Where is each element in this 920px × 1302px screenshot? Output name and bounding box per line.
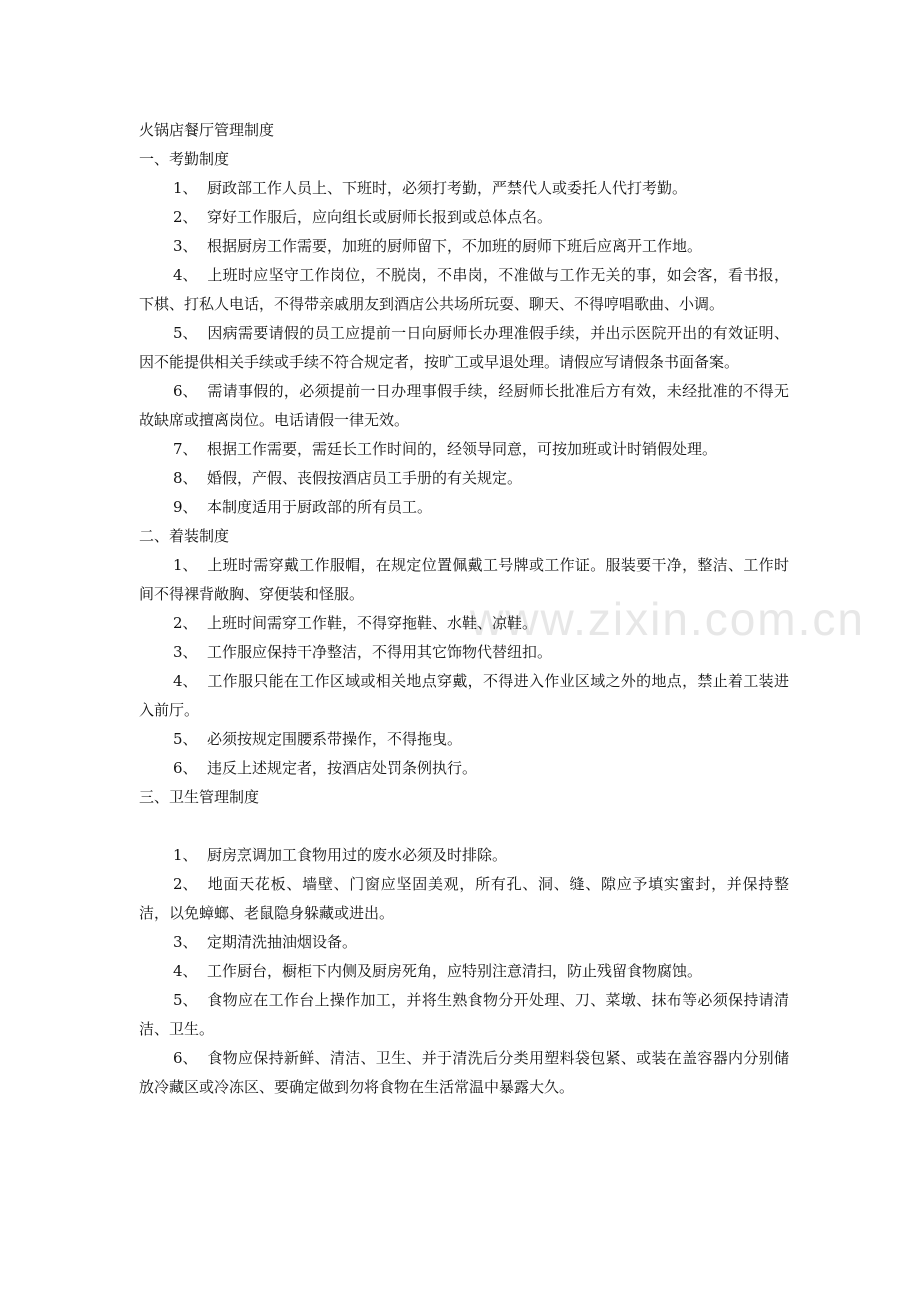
list-item	[139, 957, 789, 986]
list-item	[139, 319, 789, 377]
document-title: 火锅店餐厅管理制度	[139, 121, 275, 139]
item-number: 8、	[173, 469, 198, 487]
document-body	[139, 116, 789, 1102]
list-item	[139, 261, 789, 319]
item-number: 9、	[173, 498, 198, 516]
item-number: 2、	[173, 875, 198, 893]
item-text: 本制度适用于厨政部的所有员工。	[207, 498, 433, 516]
item-number: 3、	[173, 933, 198, 951]
list-item	[139, 464, 789, 493]
item-number: 4、	[173, 962, 198, 980]
item-number: 6、	[173, 382, 198, 400]
item-number: 6、	[173, 759, 198, 777]
item-text: 厨政部工作人员上、下班时，必须打考勤，严禁代人或委托人代打考勤。	[207, 179, 688, 197]
item-text: 必须按规定围腰系带操作，不得拖曳。	[207, 730, 463, 748]
item-text: 工作厨台，橱柜下内侧及厨房死角，应特别注意清扫，防止残留食物腐蚀。	[207, 962, 703, 980]
item-text: 需请事假的，必须提前一日办理事假手续，经厨师长批准后方有效，未经批准的不得无故缺席或擅离岗位。电话请假一律无效。	[139, 382, 789, 429]
item-number: 3、	[173, 237, 198, 255]
list-item	[139, 638, 789, 667]
list-item	[139, 841, 789, 870]
item-number: 1、	[173, 556, 198, 574]
list-item	[139, 928, 789, 957]
section-heading: 一、考勤制度	[139, 150, 230, 168]
item-text: 上班时需穿戴工作服帽，在规定位置佩戴工号牌或工作证。服装要干净，整洁、工作时间不得裸背敞胸、穿便装和怪服。	[139, 556, 789, 603]
section-hygiene	[139, 783, 789, 1102]
item-text: 定期清洗抽油烟设备。	[207, 933, 358, 951]
item-text: 地面天花板、墙壁、门窗应坚固美观，所有孔、洞、缝、隙应予填实蜜封，并保持整洁，以免蟑螂、老鼠隐身躲藏或进出。	[139, 875, 789, 922]
list-item	[139, 203, 789, 232]
item-text: 因病需要请假的员工应提前一日向厨师长办理准假手续，并出示医院开出的有效证明、因不能提供相关手续或手续不符合规定者，按旷工或早退处理。请假应写请假条书面备案。	[139, 324, 789, 371]
item-number: 4、	[173, 266, 198, 284]
item-number: 5、	[173, 730, 198, 748]
list-item	[139, 754, 789, 783]
section-dress-code	[139, 522, 789, 783]
list-item	[139, 609, 789, 638]
list-item	[139, 435, 789, 464]
list-item	[139, 377, 789, 435]
item-number: 1、	[173, 846, 198, 864]
list-item	[139, 174, 789, 203]
item-text: 上班时应坚守工作岗位，不脱岗，不串岗，不准做与工作无关的事，如会客，看书报，下棋、打私人电话，不得带亲戚朋友到酒店公共场所玩耍、聊天、不得哼唱歌曲、小调。	[139, 266, 789, 313]
section-attendance	[139, 145, 789, 522]
item-number: 5、	[173, 324, 198, 342]
item-number: 2、	[173, 614, 198, 632]
section-heading: 二、着装制度	[139, 527, 230, 545]
item-number: 4、	[173, 672, 198, 690]
item-number: 3、	[173, 643, 198, 661]
item-text: 厨房烹调加工食物用过的废水必须及时排除。	[207, 846, 508, 864]
list-item	[139, 1044, 789, 1102]
item-number: 5、	[173, 991, 198, 1009]
section-heading: 三、卫生管理制度	[139, 788, 260, 806]
list-item	[139, 232, 789, 261]
blank-line	[139, 812, 789, 841]
watermark: www.zixin.com.cn	[470, 593, 865, 645]
item-text: 上班时间需穿工作鞋，不得穿拖鞋、水鞋、凉鞋。	[207, 614, 538, 632]
list-item	[139, 551, 789, 609]
item-number: 6、	[173, 1049, 198, 1067]
item-text: 工作服应保持干净整洁，不得用其它饰物代替纽扣。	[207, 643, 553, 661]
item-text: 婚假，产假、丧假按酒店员工手册的有关规定。	[207, 469, 523, 487]
item-text: 穿好工作服后，应向组长或厨师长报到或总体点名。	[207, 208, 553, 226]
list-item	[139, 986, 789, 1044]
item-number: 1、	[173, 179, 198, 197]
item-number: 7、	[173, 440, 198, 458]
item-number: 2、	[173, 208, 198, 226]
item-text: 工作服只能在工作区域或相关地点穿戴，不得进入作业区域之外的地点，禁止着工装进入前厅。	[139, 672, 789, 719]
item-text: 根据厨房工作需要，加班的厨师留下，不加班的厨师下班后应离开工作地。	[207, 237, 703, 255]
item-text: 根据工作需要，需廷长工作时间的，经领导同意，可按加班或计时销假处理。	[207, 440, 718, 458]
item-text: 食物应保持新鲜、清洁、卫生、并于清洗后分类用塑料袋包紧、或装在盖容器内分别储放冷藏区或冷冻区、要确定做到勿将食物在生活常温中暴露大久。	[139, 1049, 789, 1096]
list-item	[139, 667, 789, 725]
item-text: 违反上述规定者，按酒店处罚条例执行。	[207, 759, 478, 777]
list-item	[139, 725, 789, 754]
list-item	[139, 870, 789, 928]
list-item	[139, 493, 789, 522]
item-text: 食物应在工作台上操作加工，并将生熟食物分开处理、刀、菜墩、抹布等必须保持请清洁、卫生。	[139, 991, 789, 1038]
